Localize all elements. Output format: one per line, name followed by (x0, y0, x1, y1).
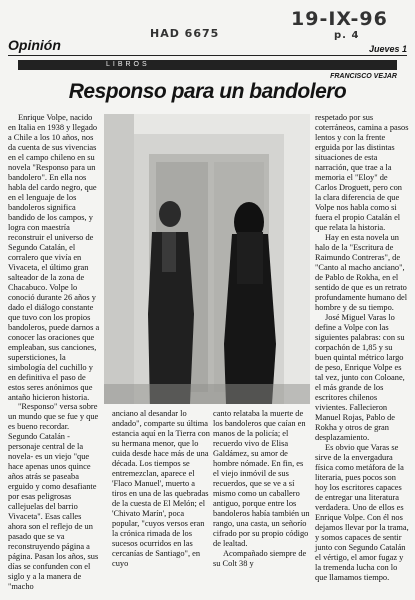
category-bar (18, 60, 397, 70)
paragraph: canto relataba la muerte de los bandoleros que caían en manos de la policía; el recuerdo vivo de Elisa Galdámez, su amor de hombre nómade. En fin, es el viejo inmóvil de sus recuerdos, que se ve a sí mismo como un caballero antiguo, porque entre los bandoleros había también un rango, una casta, un señorío cifrado por su propio código de lealtad. (213, 409, 310, 548)
article-column-3 (213, 409, 311, 569)
author-byline: FRANCISCO VEJAR (330, 73, 397, 80)
article-column-1 (8, 113, 100, 403)
paragraph: Es obvio que Varas se sirve de la envergadura física como metáfora de la literaria, pues pocos son hoy los escritores capaces de entregar una literatura verdadera. Uno de ellos es Enrique Volpe. Con él nos dejamos llevar por la trama, y somos capaces de sentir junto con Segundo Catalán el vértigo, el amor fugaz y la tremenda lucha con lo que llamamos tiempo. (315, 443, 409, 582)
paragraph: Acompañado siempre de su Colt 38 y (213, 549, 307, 568)
paragraph: "Responso" versa sobre un mundo que se fue y que es bueno recordar. Segundo Catalán -personaje central de la novela- es un viejo "que hace apenas unos quince años atrás se paseaba erguido y como desafiante por esas peligrosas callejuelas del barrio Vivaceta". Esas calles ahora son el reflejo de un pasado que se va reconstruyendo página a página. Pasan los años, sus días se confunden con el siglo y a la manera de "macho (8, 402, 99, 591)
paragraph: Hay en esta novela un halo de la "Escritura de Raimundo Contreras", de "Canto al macho anciano", de Pablo de Rokha, en el sentido de que es un retrato profundamente humano del hombre y de su tiempo. (315, 233, 408, 312)
paragraph: José Miguel Varas lo define a Volpe con las siguientes palabras: con su corpachón de 1,85 y su buen quintal métrico largo de peso, Enrique Volpe es tal vez, junto con Coloane, el más grande de los escritores chilenos vivientes. Fallecieron Manuel Rojas, Pablo de Rokha y otros de gran desplazamiento. (315, 313, 405, 442)
article-photo (104, 114, 310, 404)
category-label: LIBROS (106, 61, 150, 68)
handwritten-date: 19-IX-96 (291, 8, 388, 30)
article-column-2 (112, 409, 210, 569)
article-column-1-lower (8, 402, 100, 592)
paragraph: Enrique Volpe, nacido en Italia en 1938 y llegado a Chile a los 10 años, nos da cuenta de sus vivencias en el campo chileno en su novela "Responso para un bandolero". En ella nos habla del cardo negro, que en el lenguaje de los bandoleros significa bandido de los campos, y logra con maestría reconstruir el universo de Segundo Catalán, el corralero que vivía en Vivaceta, el último gran salteador de la zona de Chacabuco. Volpe lo conoció durante 26 años y dado el diálogo constante que tuvo con los propios bandoleros, puede darnos a conocer las oraciones que empleaban, sus canciones, supersticiones, la simbología del cuchillo y en definitiva el paso de estos seres anónimos que antaño hicieron historia. (8, 113, 100, 402)
photo-image (104, 114, 310, 404)
article-column-4 (315, 113, 409, 583)
paragraph: respetado por sus coterráneos, camina a pasos lentos y con la frente erguida por las distintas situaciones de esta narración, que trae a la memoria el "Eloy" de Carlos Droguett, pero con la clara diferencia de que Volpe nos habla como si fuera el propio Catalán el que relata la historia. (315, 113, 409, 232)
section-title: Opinión (8, 37, 61, 53)
header-rule (8, 55, 407, 56)
handwritten-code: HAD 6675 (150, 27, 220, 40)
issue-day: Jueves 1 (368, 44, 407, 54)
headline: Responso para un bandolero (68, 80, 347, 103)
handwritten-page: p. 4 (334, 30, 360, 41)
paragraph: anciano al desandar lo andado", comparte su última estancia aquí en la Tierra con su hermana menor, que lo cuida desde hace más de una década. Los tiempos se entremezclan, aparece el 'Flaco Manuel', muerto a tiros en una de las quebradas de la cuesta de El Melón; el 'Chivato Marín', poca popular, "cuyos versos eran la crónica rimada de los sucesos ocurridos en las cercanías de Santiago", en cuyo (112, 409, 210, 568)
